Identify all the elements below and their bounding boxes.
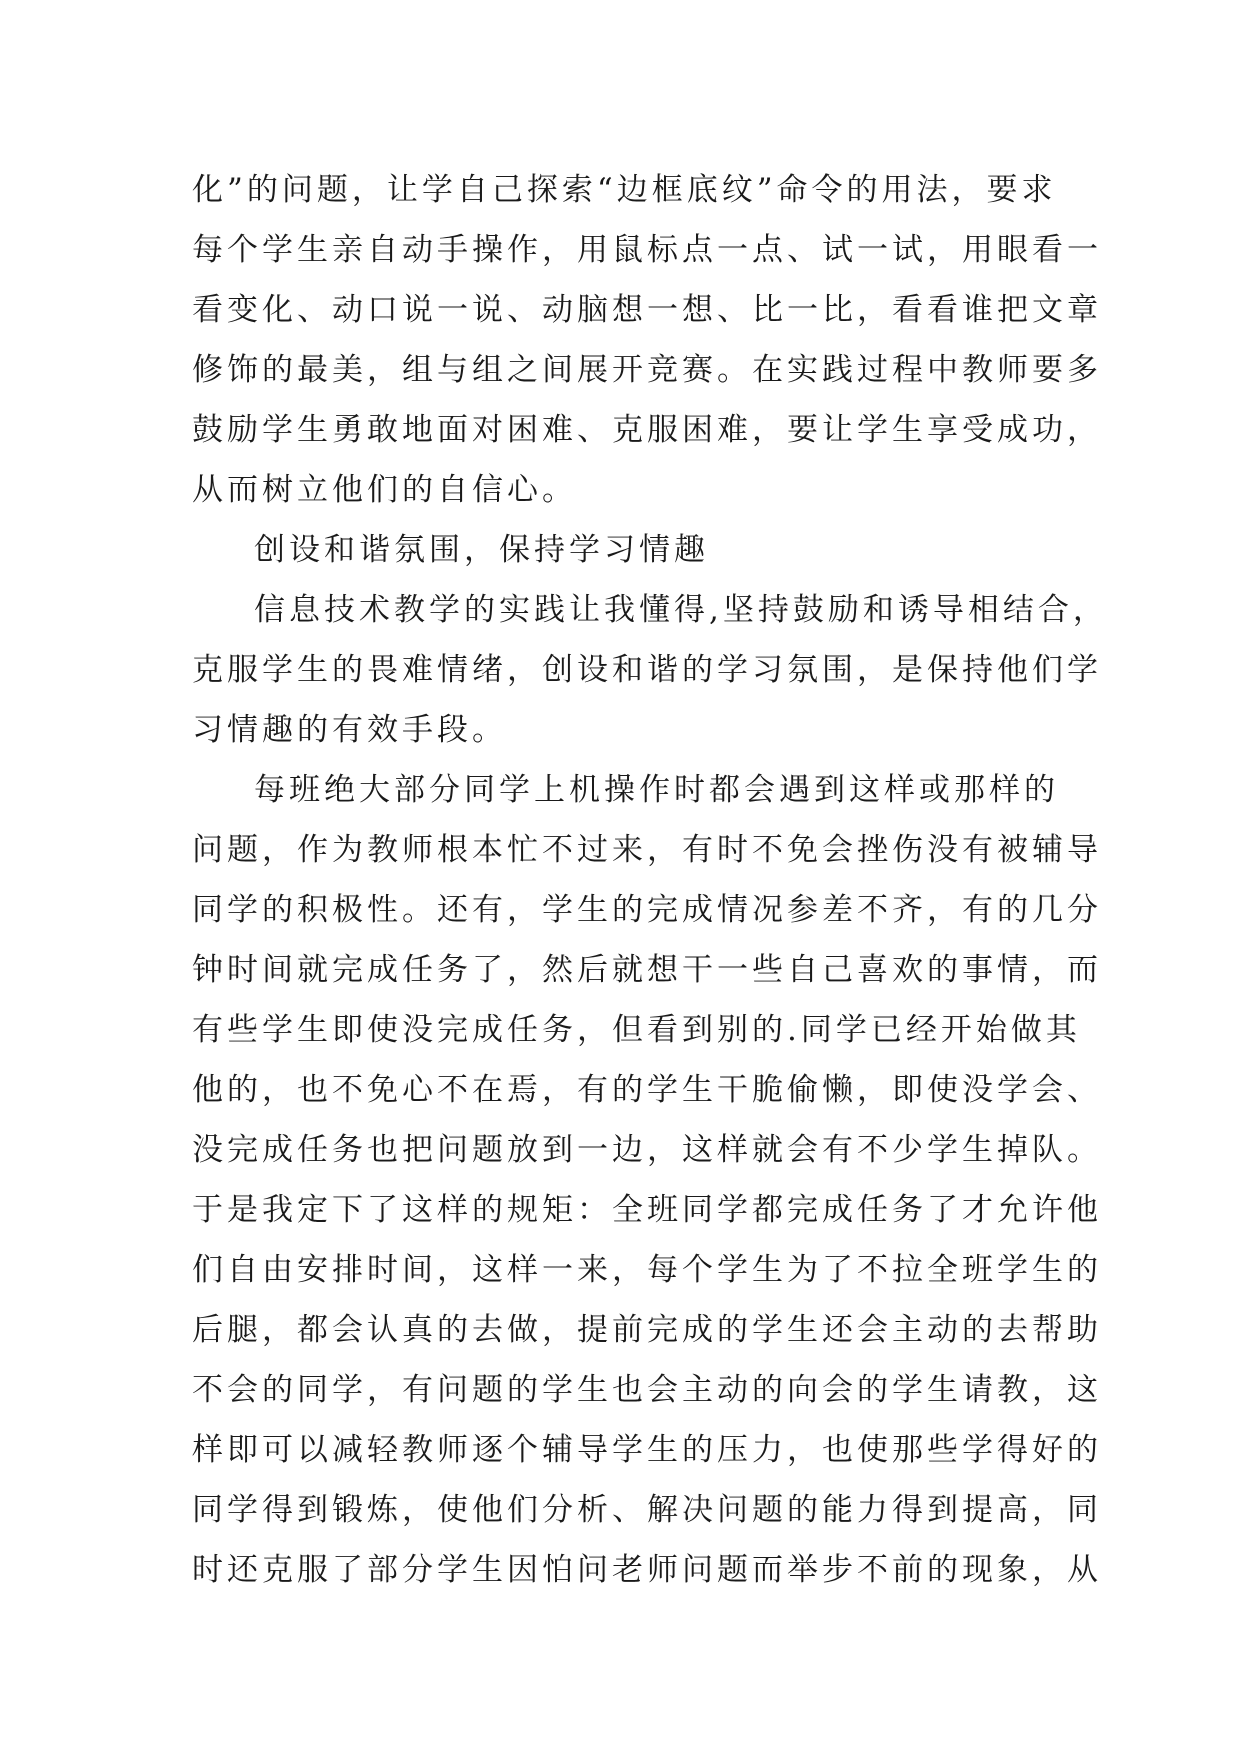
text-line: 问题，作为教师根本忙不过来，有时不免会挫伤没有被辅导 xyxy=(192,832,1102,868)
text-line: 有些学生即使没完成任务，但看到别的.同学已经开始做其 xyxy=(192,1012,1081,1048)
text-line: 后腿，都会认真的去做，提前完成的学生还会主动的去帮助 xyxy=(192,1312,1102,1348)
text-line: 们自由安排时间，这样一来，每个学生为了不拉全班学生的 xyxy=(192,1252,1102,1288)
text-line: 同学得到锻炼，使他们分析、解决问题的能力得到提高，同 xyxy=(192,1492,1102,1528)
text-line: 修饰的最美，组与组之间展开竞赛。在实践过程中教师要多 xyxy=(192,352,1102,388)
text-line: 同学的积极性。还有，学生的完成情况参差不齐，有的几分 xyxy=(192,892,1102,928)
text-line: 信息技术教学的实践让我懂得,坚持鼓励和诱导相结合， xyxy=(254,592,1108,628)
text-line: 他的，也不免心不在焉，有的学生干脆偷懒，即使没学会、 xyxy=(192,1072,1102,1108)
text-line: 不会的同学，有问题的学生也会主动的向会的学生请教，这 xyxy=(192,1372,1102,1408)
text-line: 克服学生的畏难情绪，创设和谐的学习氛围，是保持他们学 xyxy=(192,652,1102,688)
text-line: 习情趣的有效手段。 xyxy=(192,712,507,748)
text-line: 每班绝大部分同学上机操作时都会遇到这样或那样的 xyxy=(254,772,1059,808)
text-line: 样即可以减轻教师逐个辅导学生的压力，也使那些学得好的 xyxy=(192,1432,1102,1468)
text-line: 看变化、动口说一说、动脑想一想、比一比，看看谁把文章 xyxy=(192,292,1102,328)
section-heading: 创设和谐氛围，保持学习情趣 xyxy=(254,532,709,568)
text-line: 从而树立他们的自信心。 xyxy=(192,472,577,508)
text-line: 化”的问题，让学自己探索“边框底纹”命令的用法，要求 xyxy=(192,172,1057,208)
text-line: 每个学生亲自动手操作，用鼠标点一点、试一试，用眼看一 xyxy=(192,232,1102,268)
text-line: 没完成任务也把问题放到一边，这样就会有不少学生掉队。 xyxy=(192,1132,1102,1168)
text-line: 鼓励学生勇敢地面对困难、克服困难，要让学生享受成功， xyxy=(192,412,1102,448)
body-text xyxy=(192,160,1108,1600)
text-line: 于是我定下了这样的规矩：全班同学都完成任务了才允许他 xyxy=(192,1192,1102,1228)
text-line: 时还克服了部分学生因怕问老师问题而举步不前的现象，从 xyxy=(192,1552,1102,1588)
text-line: 钟时间就完成任务了，然后就想干一些自己喜欢的事情，而 xyxy=(192,952,1102,988)
